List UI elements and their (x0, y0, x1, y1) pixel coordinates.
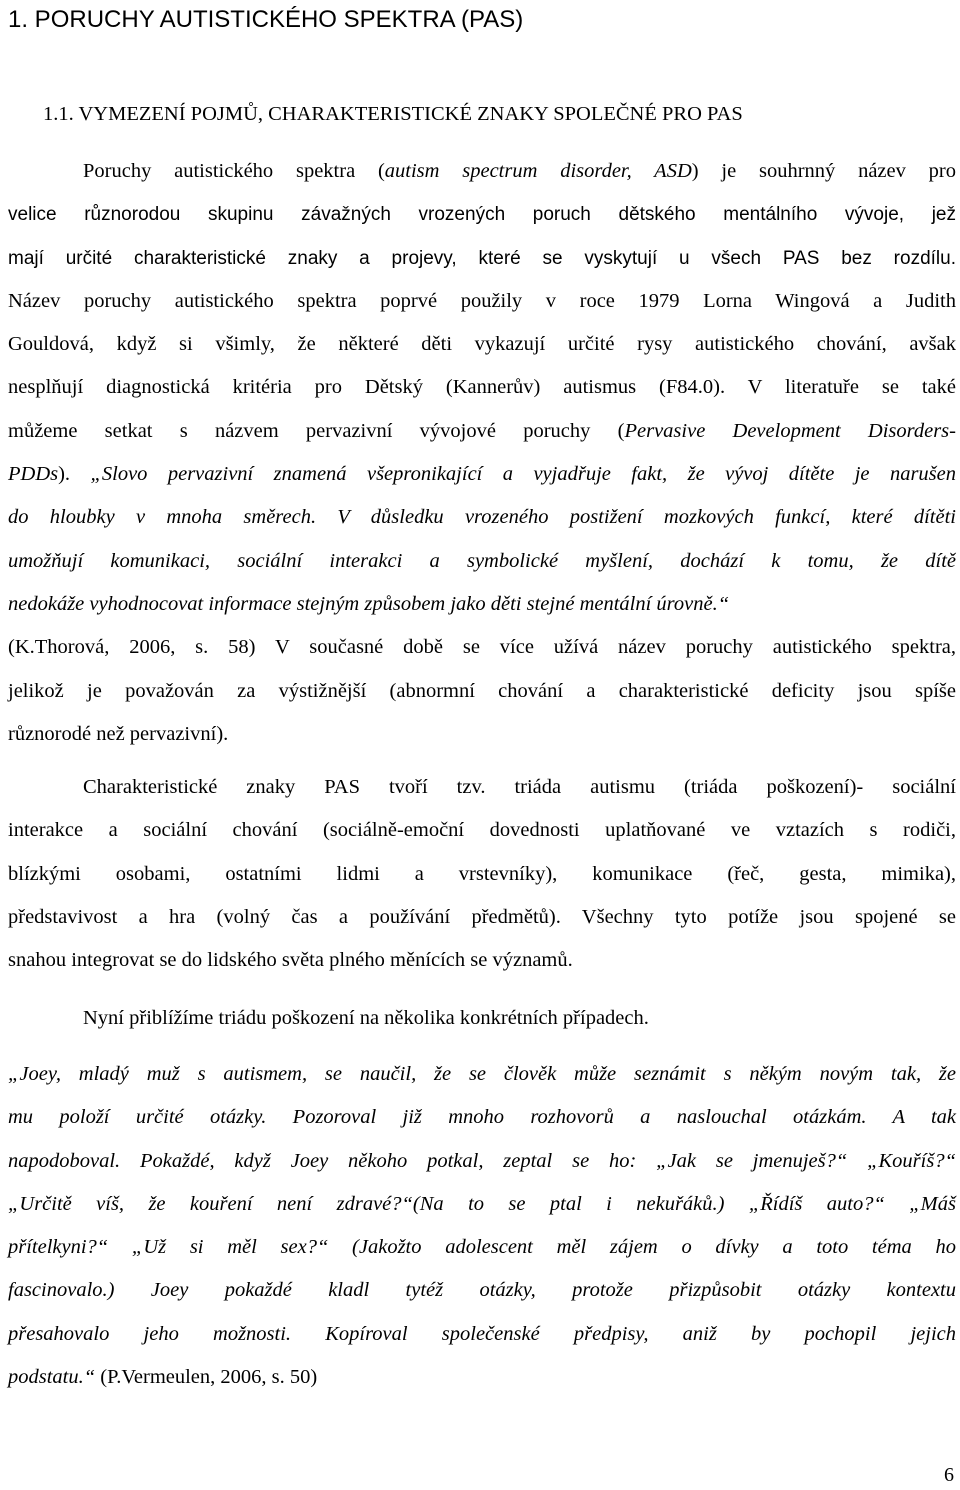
text-line: přítelkyni?“ „Už si měl sex?“ (Jakožto adolescent měl zájem o dívky a toto téma ho (8, 1236, 956, 1259)
text-line: interakce a sociální chování (sociálně-emoční dovednosti uplatňované ve vztazích s rodiči, (8, 819, 956, 842)
text-line: Poruchy autistického spektra (autism spectrum disorder, ASD) je souhrnný název pro (83, 160, 956, 182)
chapter-heading: 1. PORUCHY AUTISTICKÉHO SPEKTRA (PAS) (8, 6, 524, 33)
text-line: Gouldová, když si všimly, že některé děti vykazují určité rysy autistického chování, avšak (8, 333, 956, 356)
text-line: nedokáže vyhodnocovat informace stejným způsobem jako děti stejné mentální úrovně.“ (8, 592, 730, 615)
text-line: Název poruchy autistického spektra poprvé použily v roce 1979 Lorna Wingová a Judith (8, 289, 956, 312)
paragraph-intro (8, 997, 956, 1040)
text-line: mají určité charakteristické znaky a projevy, které se vyskytují u všech PAS bez rozdílu. (8, 247, 956, 269)
quote-text: „Slovo pervazivní znamená všepronikající a vyjadřuje fakt, že vývoj dítěte je narušen (70, 463, 956, 486)
text-line: velice různorodou skupinu závažných vrozených poruch dětského mentálního vývoje, jež (8, 204, 956, 226)
text-line: napodoboval. Pokaždé, když Joey někoho potkal, zeptal se ho: „Jak se jmenuješ?“ „Kouříš?“ (8, 1149, 956, 1172)
paragraph-triad (8, 766, 956, 982)
text-line: různorodé než pervazivní). (8, 722, 229, 745)
text-line: PDDs). „Slovo pervazivní znamená všepronikající a vyjadřuje fakt, že vývoj dítěte je narušen (8, 463, 956, 486)
italic-term: Pervasive Development Disorders- (624, 419, 956, 442)
text-line: nesplňují diagnostická kritéria pro Dětský (Kannerův) autismus (F84.0). V literatuře se také (8, 376, 956, 399)
citation: (P.Vermeulen, 2006, s. 50) (95, 1366, 318, 1389)
text-line: „Určitě víš, že kouření není zdravé?“(Na to se ptal i nekuřáků.) „Řídíš auto?“ „Máš (8, 1192, 956, 1215)
paragraph-quote (8, 1053, 956, 1399)
text-line: jelikož je považován za výstižnější (abnormní chování a charakteristické deficity jsou spíše (8, 679, 956, 702)
text-line: „Joey, mladý muž s autismem, se naučil, že se člověk může seznámit s někým novým tak, že (8, 1063, 956, 1085)
section-heading: 1.1. VYMEZENÍ POJMŮ, CHARAKTERISTICKÉ ZNAKY SPOLEČNÉ PRO PAS (43, 103, 743, 125)
citation: (K.Thorová, 2006, s. 58) (8, 636, 256, 659)
text-line: do hloubky v mnoha směrech. V důsledku vrozeného postižení mozkových funkcí, které dítěti (8, 506, 956, 529)
italic-term: autism spectrum disorder, ASD (384, 160, 692, 182)
text-line: umožňují komunikaci, sociální interakci a symbolické myšlení, dochází k tomu, že dítě (8, 549, 956, 572)
text-line: přesahovalo jeho možnosti. Kopíroval společenské předpisy, aniž by pochopil jejich (8, 1322, 956, 1345)
text-line: snahou integrovat se do lidského světa plného měnících se významů. (8, 949, 573, 972)
text-line: blízkými osobami, ostatními lidmi a vrstevníky), komunikace (řeč, gesta, mimika), (8, 862, 956, 885)
paragraph-definition (8, 150, 956, 756)
text-line: můžeme setkat s názvem pervazivní vývojové poruchy (Pervasive Development Disorders- (8, 419, 956, 442)
text-line: představivost a hra (volný čas a používání předmětů). Všechny tyto potíže jsou spojené se (8, 905, 956, 928)
text-line: Nyní přiblížíme triádu poškození na několika konkrétních případech. (83, 1007, 649, 1029)
page-number: 6 (944, 1464, 954, 1486)
text-line: fascinovalo.) Joey pokaždé kladl tytéž otázky, protože přizpůsobit otázky kontextu (8, 1279, 956, 1302)
text-line: Charakteristické znaky PAS tvoří tzv. triáda autismu (triáda poškození)- sociální (83, 776, 956, 798)
text-line: (K.Thorová, 2006, s. 58) V současné době se více užívá název poruchy autistického spektra, (8, 636, 956, 659)
text-line: mu položí určité otázky. Pozoroval již mnoho rozhovorů a naslouchal otázkám. A tak (8, 1106, 956, 1129)
text-line: podstatu.“ (P.Vermeulen, 2006, s. 50) (8, 1366, 318, 1389)
